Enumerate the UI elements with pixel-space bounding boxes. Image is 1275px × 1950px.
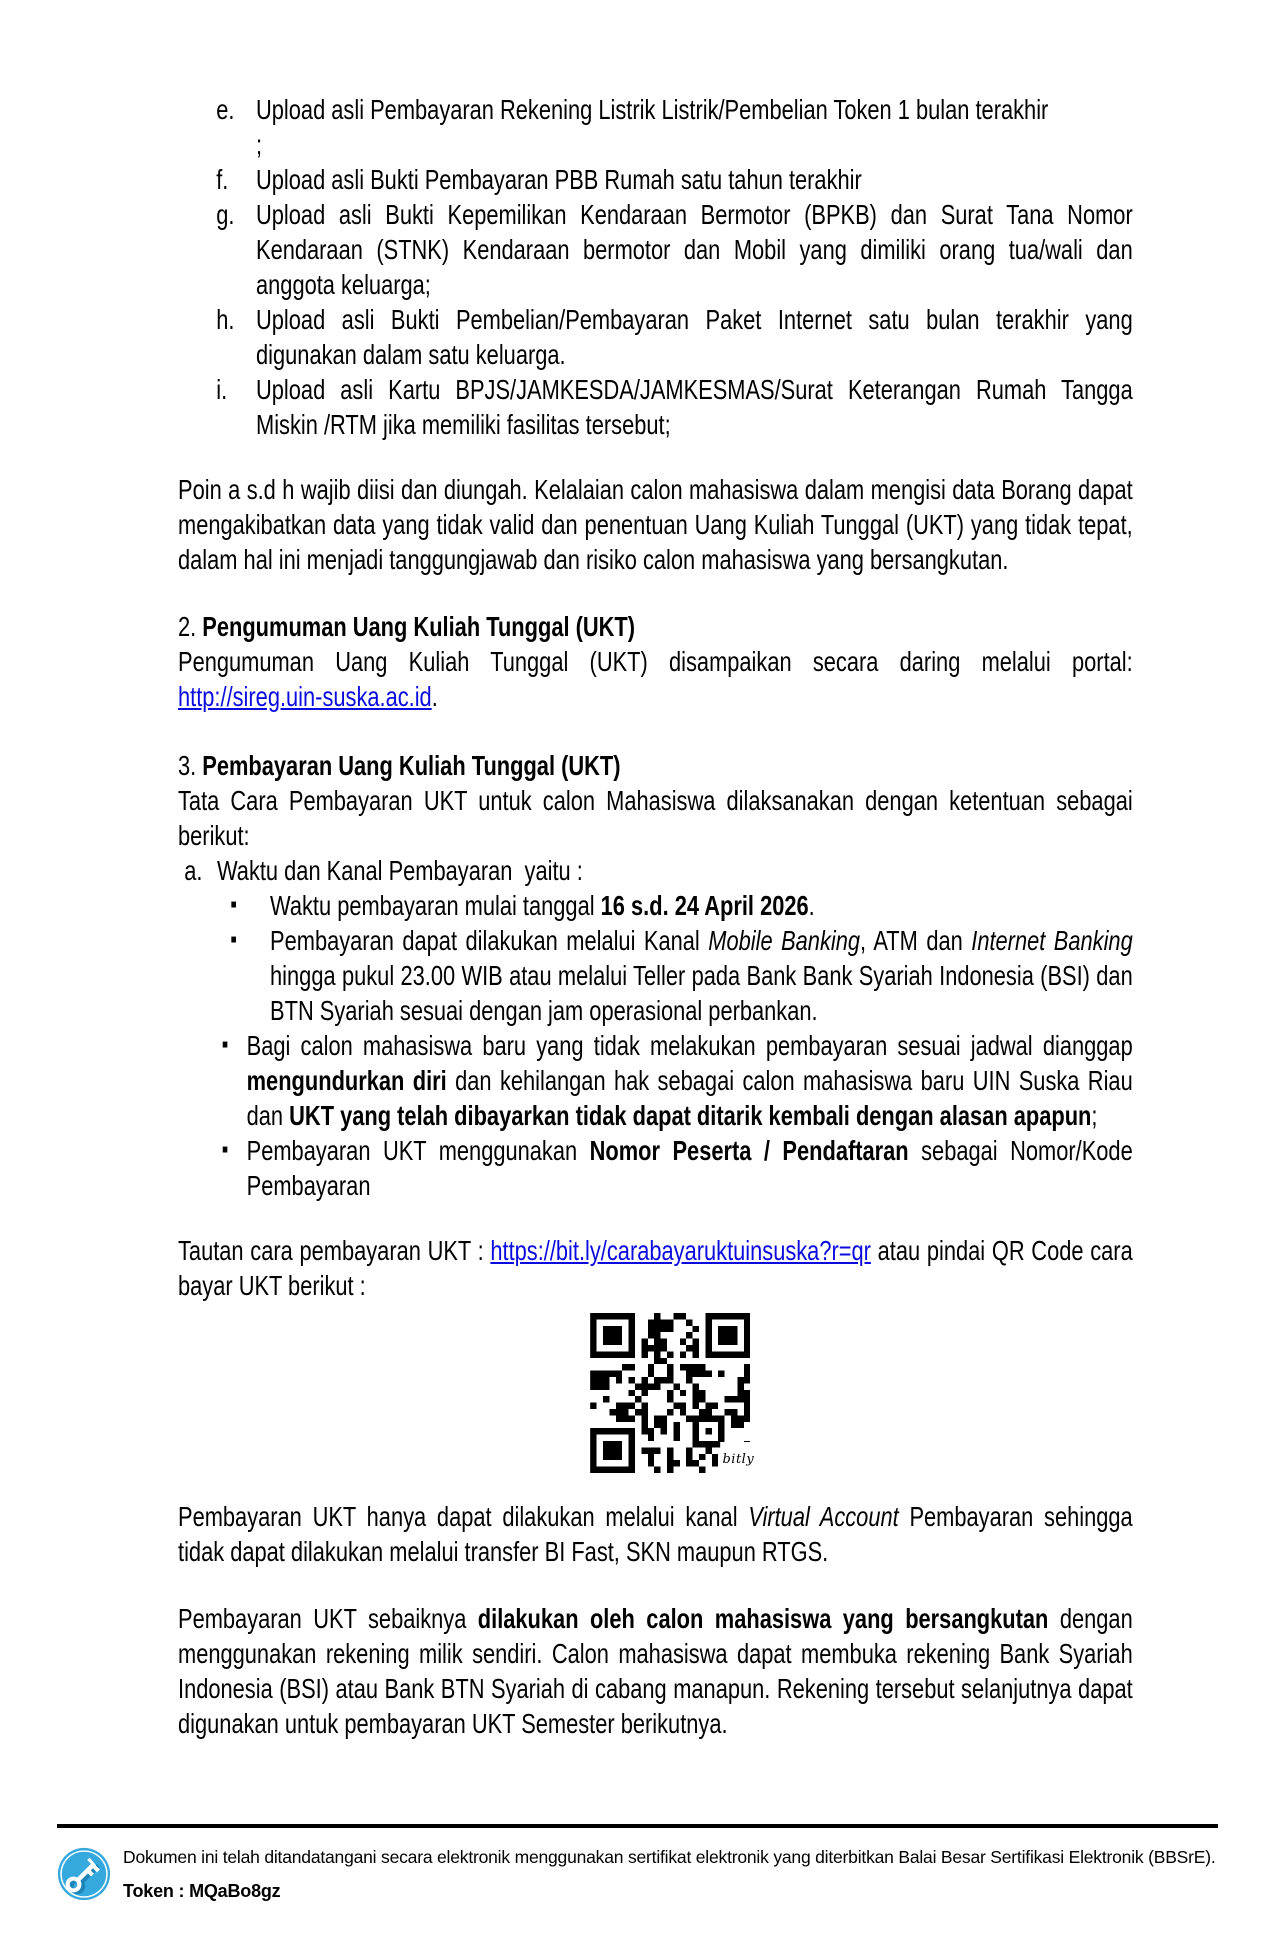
qr-code <box>590 1313 755 1485</box>
text-run: 3. <box>178 750 203 781</box>
text-run: dengan menggunakan rekening milik sendiri. Calon mahasiswa dapat membuka rekening Bank Syariah Indonesia (BSI) atau Bank BTN Syariah di cabang manapun. Rekening tersebut selanjutnya dapat digunakan untuk pembayaran UKT Semester berikutnya. <box>178 1603 1133 1739</box>
section-2-body <box>178 644 1133 714</box>
list-item <box>178 302 1133 372</box>
text-run: Pengumuman Uang Kuliah Tunggal (UKT) <box>202 611 636 642</box>
list-item-text <box>256 164 862 195</box>
list-item-marker: g. <box>216 199 235 230</box>
bullet-text <box>270 890 815 921</box>
square-bullet-icon: ▪ <box>230 891 237 918</box>
text-run: UKT yang telah dibayarkan tidak dapat ditarik kembali dengan alasan apapun <box>289 1100 1092 1131</box>
text-run: . <box>808 890 815 921</box>
text-run: Upload asli Bukti Kepemilikan Kendaraan Bermotor (BPKB) dan Surat Tana Nomor Kendaraan (STNK) Kendaraan bermotor dan Mobil yang dimiliki orang tua/wali dan anggota keluarga; <box>256 199 1133 300</box>
text-run: , ATM dan <box>860 925 972 956</box>
upload-requirements-list <box>178 92 1133 442</box>
bsre-logo <box>57 1847 111 1901</box>
text-run: Waktu pembayaran mulai tanggal <box>270 890 601 921</box>
list-item-marker: h. <box>216 304 235 335</box>
square-bullet-icon: ▪ <box>230 926 237 953</box>
text-run: sebagai Nomor/Kode Pembayaran <box>246 1135 1133 1201</box>
point-a-line <box>178 853 1133 888</box>
text-run: Mobile Banking <box>708 925 861 956</box>
square-bullet-icon: ▪ <box>221 1031 229 1058</box>
text-run: Pembayaran UKT sebaiknya <box>178 1603 478 1634</box>
tautan-paragraph <box>178 1233 1133 1303</box>
text-run: ; <box>256 129 263 160</box>
token-label: Token : MQaBo8gz <box>123 1880 281 1901</box>
list-item-marker: f. <box>216 164 229 195</box>
text-run: Bagi calon mahasiswa baru yang tidak melakukan pembayaran sesuai jadwal dianggap <box>246 1030 1133 1061</box>
text-run: Pembayaran UKT hanya dapat dilakukan melalui kanal <box>178 1501 749 1532</box>
bullet-text <box>247 1135 1133 1201</box>
bullet-item <box>178 1133 1133 1203</box>
link[interactable]: https://bit.ly/carabayaruktuinsuska?r=qr <box>490 1235 871 1266</box>
list-item-text <box>256 374 1133 440</box>
bitly-watermark: bitly <box>720 1442 754 1477</box>
text-run: Pengumuman Uang Kuliah Tunggal (UKT) disampaikan secara daring melalui portal: <box>178 646 1133 677</box>
bullet-text <box>247 1030 1133 1131</box>
list-item <box>178 372 1133 442</box>
section-3-heading <box>178 748 1133 783</box>
poin-warning-paragraph <box>178 472 1133 577</box>
text-run: Nomor Peserta / Pendaftaran <box>589 1135 909 1166</box>
bullet-text <box>270 925 1133 1026</box>
list-item-text <box>256 94 1048 160</box>
text-run: atau pindai QR Code cara bayar UKT berikut : <box>178 1235 1133 1301</box>
text-run: Virtual Account <box>748 1501 899 1532</box>
document-body <box>178 92 1133 1741</box>
section-2-heading <box>178 609 1133 644</box>
list-item-text <box>256 304 1133 370</box>
footer-divider <box>57 1824 1218 1828</box>
text-run: Upload asli Bukti Pembelian/Pembayaran Paket Internet satu bulan terakhir yang digunakan dalam satu keluarga. <box>256 304 1133 370</box>
text-run: Tata Cara Pembayaran UKT untuk calon Mahasiswa dilaksanakan dengan ketentuan sebagai berikut: <box>178 785 1133 851</box>
bullet-item <box>178 1028 1133 1133</box>
virtual-account-paragraph <box>178 1499 1133 1569</box>
text-run: Poin a s.d h wajib diisi dan diungah. Kelalaian calon mahasiswa dalam mengisi data Borang dapat mengakibatkan data yang tidak valid dan penentuan Uang Kuliah Tunggal (UKT) yang tidak tepat, dalam hal ini menjadi tanggungjawab dan risiko calon mahasiswa yang bersangkutan. <box>178 474 1133 575</box>
text-run: Upload asli Bukti Pembayaran PBB Rumah satu tahun terakhir <box>256 164 862 195</box>
text-run: hingga pukul 23.00 WIB atau melalui Teller pada Bank Bank Syariah Indonesia (BSI) dan BTN Syariah sesuai dengan jam operasional perbankan. <box>270 960 1133 1026</box>
qr-row <box>178 1313 1133 1485</box>
list-item-text <box>256 199 1133 300</box>
text-run: Pembayaran Uang Kuliah Tunggal (UKT) <box>202 750 621 781</box>
text-run: 16 s.d. 24 April 2026 <box>600 890 809 921</box>
text-run: . <box>431 681 438 712</box>
bullet-item <box>178 923 1133 1028</box>
point-a-text <box>217 855 583 886</box>
key-icon <box>57 1847 111 1901</box>
text-run: Pembayaran dapat dilakukan melalui Kanal <box>270 925 709 956</box>
square-bullet-icon: ▪ <box>221 1136 229 1163</box>
text-run: mengundurkan diri <box>246 1065 447 1096</box>
signature-footer <box>57 1845 1237 1902</box>
text-run: dilakukan oleh calon mahasiswa yang bersangkutan <box>477 1603 1049 1634</box>
text-run: Upload asli Kartu BPJS/JAMKESDA/JAMKESMAS/Surat Keterangan Rumah Tangga Miskin /RTM jika memiliki fasilitas tersebut; <box>256 374 1133 440</box>
list-item <box>178 197 1133 302</box>
bullet-item <box>178 888 1133 923</box>
point-a-marker: a. <box>184 855 203 886</box>
rekening-paragraph <box>178 1601 1133 1741</box>
text-run: ; <box>1091 1100 1098 1131</box>
list-item <box>178 162 1133 197</box>
signature-note: Dokumen ini telah ditandatangani secara elektronik menggunakan sertifikat elektronik yang diterbitkan Balai Besar Sertifikasi Elektronik (BBSrE). <box>123 1847 1216 1867</box>
footer-text <box>123 1845 1216 1902</box>
text-run: dan kehilangan hak sebagai calon mahasiswa baru UIN Suska Riau dan <box>246 1065 1133 1131</box>
text-run: Pembayaran UKT menggunakan <box>246 1135 590 1166</box>
section-3-body <box>178 783 1133 853</box>
text-run: Internet Banking <box>971 925 1133 956</box>
list-item <box>178 92 1133 162</box>
text-run: Upload asli Pembayaran Rekening Listrik Listrik/Pembelian Token 1 bulan terakhir <box>256 94 1049 125</box>
list-item-marker: e. <box>216 94 235 125</box>
text-run: Waktu dan Kanal Pembayaran yaitu : <box>217 855 583 886</box>
list-item-marker: i. <box>216 374 228 405</box>
text-run: Pembayaran sehingga tidak dapat dilakukan melalui transfer BI Fast, SKN maupun RTGS. <box>178 1501 1133 1567</box>
link[interactable]: http://sireg.uin-suska.ac.id <box>178 681 432 712</box>
text-run: 2. <box>178 611 203 642</box>
text-run: Tautan cara pembayaran UKT : <box>178 1235 491 1266</box>
